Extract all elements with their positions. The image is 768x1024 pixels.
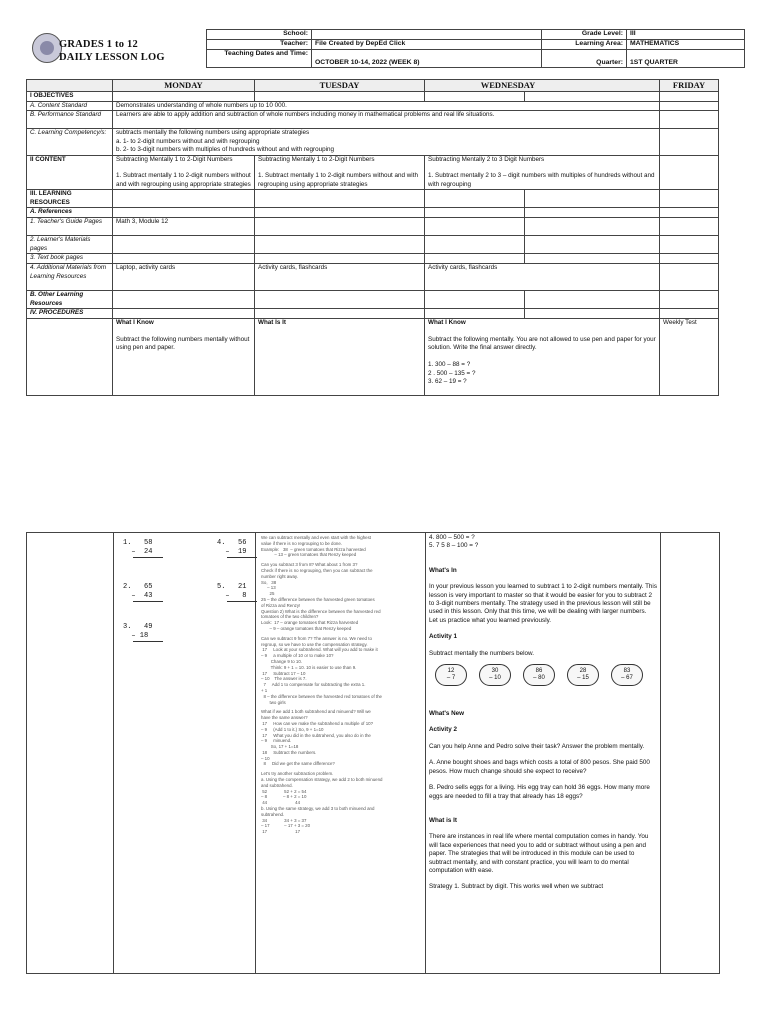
header-info-table — [206, 29, 745, 68]
module-line: have the same answer? — [261, 715, 308, 721]
dll-header — [26, 29, 744, 71]
wednesday-column: 4. 800 – 500 = ? 5. 7 5 8 – 100 = ? What's In In your previous lesson you learned to subtract 1 to 2-digit numbers mentally. This lesson is very important to master so that it would be easier for you to subtract 2 to 3-digit numbers mentally. The strategy used in the previous lesson will still be used in this lesson. Only that this time, we will be dealing with larger numbers. Let us practice what you learned previously. Activity 1 Subtract mentally the numbers below. 12 – 7 30 – 10 86 – 80 28 – 15 83 – 67 What's New Activity 2 Can you help Anne and Pedro solve their task? Answer the problem mentally. A. Anne bought shoes and bags which costs a total of 800 pesos. She paid 500 pesos. How much change should she expect to receive? B. Pedro sells eggs for a living. His egg tray can hold 36 eggs. How many more eggs are needed to fill a tray that already has 18 eggs? What is It There are instances in real life where mental computation comes in handy. You will face experiences that need you to add or subtract without using a pen and paper. The strategies that will be introduced in this module can be used to subtract mentally, and with constant practice, you will learn to do mental computation with ease. Strategy 1. Subtract by digit. This works well when we subtract — [429, 534, 657, 891]
module-line: – 9 minuend. — [261, 738, 292, 744]
competency: subtracts mentally the following numbers using appropriate strategies a. 1- to 2-digit numbers without and with regrouping b. 2- to 3-digit numbers with multiples of hundreds without and with regrouping — [113, 129, 660, 155]
procedures-label: IV. PROCEDURES — [27, 309, 113, 319]
module-line: Let's try another subtraction problem. — [261, 771, 334, 777]
module-line: Look: 17 – orange tomatoes that Rizza harvested — [261, 620, 359, 626]
module-line: Question 2) What is the difference between the harvested red — [261, 608, 381, 614]
module-line: Can you subtract 3 from 8? What about 1 from 3? — [261, 562, 358, 568]
module-line: Check if there is no regrouping, then you can subtract the — [261, 567, 373, 573]
module-line: 52 52 + 2 = 54 — [261, 788, 307, 794]
bubble-row — [429, 658, 657, 702]
module-line: 7 Add 1 to compensate for subtracting the extra 1. — [261, 682, 366, 688]
procedure-tuesday: What Is It — [255, 319, 425, 396]
competency-label: C. Learning Competency/s: — [27, 129, 113, 155]
performance-standard-label: B. Performance Standard — [27, 111, 113, 129]
area-label: Learning Area: — [542, 40, 627, 50]
module-line: 17 17 — [261, 829, 301, 835]
module-line: Change 9 to 10. — [261, 658, 303, 664]
dates-value: OCTOBER 10-14, 2022 (WEEK 8) — [312, 50, 542, 68]
module-line: 34 34 + 3 = 37 — [261, 817, 307, 823]
module-line: subtrahend. — [261, 811, 285, 817]
other-resources-label: B. Other Learning Resources — [27, 291, 113, 309]
page-one — [0, 0, 768, 490]
module-line: 17 Subtract 17 – 10 — [261, 670, 306, 676]
bubble-4: 28 – 15 — [567, 664, 599, 686]
module-line: 44 44 — [261, 800, 301, 806]
module-line: Example: 38 – green tomatoes that Rizza harvested — [261, 546, 366, 552]
monday-item-3: 3. 49 – 18 — [123, 623, 153, 640]
dll-main-table — [26, 79, 719, 396]
procedure-friday: Weekly Test — [660, 319, 719, 396]
bubble-2: 30 – 10 — [479, 664, 511, 686]
module-line: – 17 – 17 + 3 = 20 — [261, 823, 311, 829]
resources-label: III. LEARNING RESOURCES — [27, 190, 113, 208]
module-line: Can we subtract 9 from 7? The answer is no. We need to — [261, 635, 372, 641]
day-friday: FRIDAY — [660, 80, 719, 92]
whats-new-heading: What's New — [429, 710, 465, 718]
monday-item-2: 2. 65 – 43 — [123, 583, 153, 600]
module-line: What if we add 1 both subtrahend and minuend? Will we — [261, 709, 371, 715]
school-value — [312, 30, 542, 40]
module-line: 17 How can we make the subtrahend a multiple of 10? — [261, 720, 374, 726]
bubble-1: 12 – 7 — [435, 664, 467, 686]
teachers-guide-monday: Math 3, Module 12 — [113, 218, 255, 236]
procedure-monday: What I Know Subtract the following numbers mentally without using pen and paper. — [113, 319, 255, 396]
teacher-label: Teacher: — [207, 40, 312, 50]
content-standard-label: A. Content Standard — [27, 102, 113, 111]
module-line: So, 17 + 1=18 — [261, 744, 299, 750]
day-wednesday: WEDNESDAY — [425, 80, 660, 92]
monday-item-4: 4. 56 – 19 — [217, 539, 247, 556]
tuesday-module-text — [261, 535, 421, 835]
module-line: 17 What you did in the subtrahend, you also do in the — [261, 732, 371, 738]
module-line: number right away. — [261, 573, 299, 579]
module-line: 17 Look at your subtrahend. What will you add to make it — [261, 647, 378, 653]
activity2-heading: Activity 2 — [429, 726, 457, 734]
content-tuesday: Subtracting Mentally 1 to 2-Digit Numbers 1. Subtract mentally 1 to 2-digit numbers without and with regrouping using appropriate strategies — [255, 155, 425, 190]
module-line: Think: 9 + 1 = 10. 10 is easier to use than 9. — [261, 664, 357, 670]
module-line: of Rizza and Renzy! — [261, 602, 301, 608]
module-line: and subtrahend. — [261, 782, 293, 788]
day-monday: MONDAY — [113, 80, 255, 92]
additional-materials-monday: Laptop, activity cards — [113, 264, 255, 291]
module-line: regroup, so we have to use the compensation strategy. — [261, 641, 368, 647]
module-line: – 13 — [261, 585, 276, 591]
whats-in-heading: What's In — [429, 566, 457, 574]
module-line: tomatoes of the two children? — [261, 614, 319, 620]
module-line: two girls — [261, 699, 286, 705]
references-label: A. References — [27, 208, 113, 218]
module-line: value if there is no regrouping to be done. — [261, 540, 343, 546]
content-wednesday: Subtracting Mentally 2 to 3 Digit Numbers 1. Subtract mentally 2 to 3 – digit numbers with multiples of hundreds without and with regrouping — [425, 155, 660, 190]
grade-value: III — [627, 30, 745, 40]
module-line: – 10 — [261, 755, 270, 761]
module-line: So, 38 — [261, 579, 277, 585]
dates-label: Teaching Dates and Time: — [207, 50, 312, 68]
module-line: a. Using the compensation strategy, we add 2 to both minuend — [261, 777, 383, 783]
module-line: We can subtract mentally and even start with the highest — [261, 535, 371, 540]
module-line: + 1 — [261, 687, 268, 693]
quarter-value: 1ST QUARTER — [627, 50, 745, 68]
module-line: – 8 – 8 + 2 = 10 — [261, 794, 307, 800]
content-standard: Demonstrates understanding of whole numbers up to 10 000. — [113, 102, 660, 111]
corner-cell — [27, 80, 113, 92]
module-line: – 13 – green tomatoes that Renzy keeped — [261, 552, 357, 558]
deped-seal-logo — [32, 33, 62, 63]
module-line: 25 – the difference between the harvested green tomatoes — [261, 596, 375, 602]
module-line: – 10 The answer is 7. — [261, 676, 307, 682]
additional-materials-wednesday: Activity cards, flashcards — [425, 264, 660, 291]
day-tuesday: TUESDAY — [255, 80, 425, 92]
additional-materials-tuesday: Activity cards, flashcards — [255, 264, 425, 291]
page-two — [26, 532, 720, 974]
teachers-guide-label: 1. Teacher's Guide Pages — [27, 218, 113, 236]
teacher-value: File Created by DepEd Click — [312, 40, 542, 50]
monday-item-1: 1. 58 – 24 — [123, 539, 153, 556]
additional-materials-label: 4. Additional Materials from Learning Resources — [27, 264, 113, 291]
quarter-label: Quarter: — [542, 50, 627, 68]
bubble-5: 83 – 67 — [611, 664, 643, 686]
dll-title: GRADES 1 to 12 DAILY LESSON LOG — [59, 39, 165, 63]
school-label: School: — [207, 30, 312, 40]
procedure-wednesday: What I Know Subtract the following mentally. You are not allowed to use pen and paper for your solution. Write the final answer directly. 1. 300 – 88 = ? 2 . 500 – 135 = ? 3. 62 – 19 = ? — [425, 319, 660, 396]
content-monday: Subtracting Mentally 1 to 2-Digit Numbers 1. Subtract mentally 1 to 2-digit numbers without and with regrouping using appropriate strategies — [113, 155, 255, 190]
module-line: 8 – the difference between the harvested red tomatoes of the — [261, 693, 382, 699]
what-is-it-heading: What is It — [429, 816, 457, 824]
monday-item-5: 5. 21 – 8 — [217, 583, 247, 600]
area-value: MATHEMATICS — [627, 40, 745, 50]
module-line: 18 Subtract the numbers. — [261, 749, 317, 755]
activity1-heading: Activity 1 — [429, 633, 457, 641]
textbook-pages-label: 3. Text book pages — [27, 254, 113, 264]
module-line: 8 Did we get the same difference? — [261, 761, 335, 767]
module-line: – 9 – orange tomatoes that Renzy keeped — [261, 625, 352, 631]
content-label: II CONTENT — [27, 155, 113, 190]
module-line: – 9 a multiple of 10 or to make 10? — [261, 653, 334, 659]
performance-standard: Learners are able to apply addition and subtraction of whole numbers including money in mathematical problems and real life situations. — [113, 111, 660, 129]
module-line: – 9 (Add 1 to it.) So, 9 + 1=10 — [261, 726, 324, 732]
module-line: b. Using the same strategy, we add 3 to both minuend and — [261, 806, 375, 812]
grade-label: Grade Level: — [542, 30, 627, 40]
bubble-3: 86 – 80 — [523, 664, 555, 686]
objectives-label: I OBJECTIVES — [27, 92, 113, 102]
module-line: 25 — [261, 591, 275, 597]
learners-materials-label: 2. Learner's Materials pages — [27, 236, 113, 254]
